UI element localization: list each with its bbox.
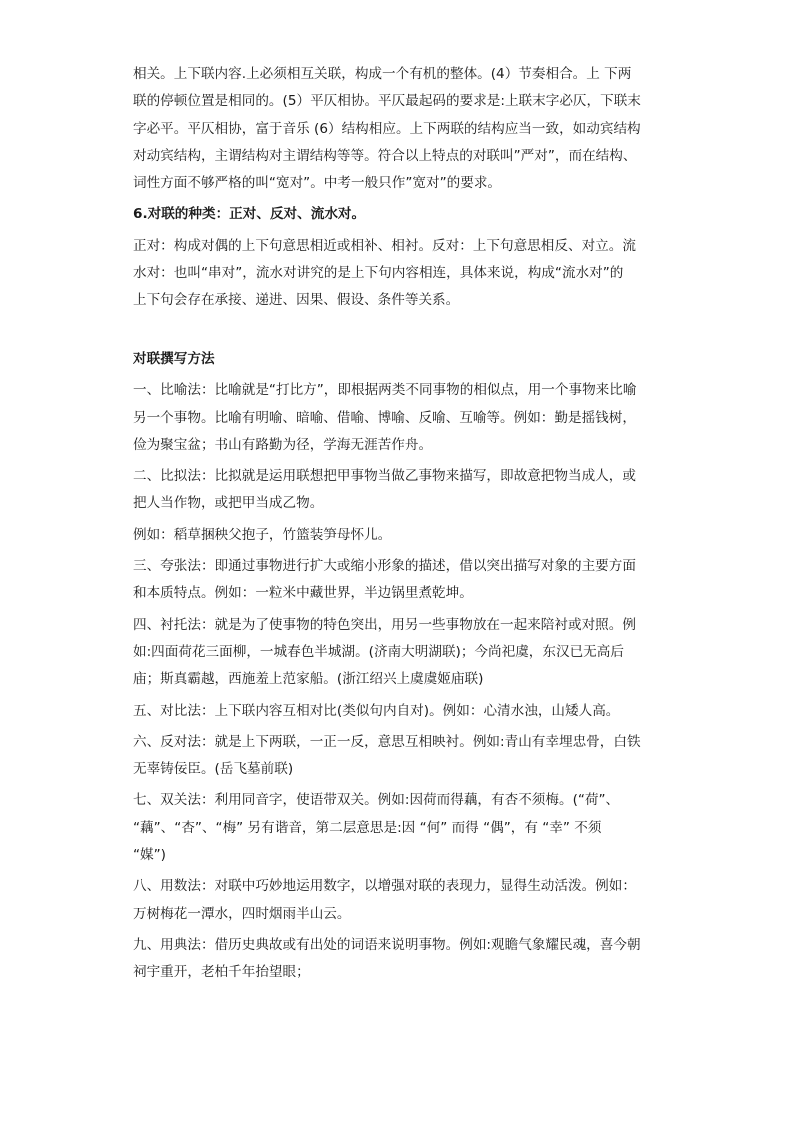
text-line: 九、用典法：借历史典故或有出处的词语来说明事物。例如:观瞻气象耀民魂，喜今朝 <box>133 936 641 953</box>
text-line: 七、双关法：利用同音字，使语带双关。例如:因荷而得藕，有杏不须梅。(“荷”、 <box>133 792 620 809</box>
text-line: 字必平。平仄相协，富于音乐 (6）结构相应。上下两联的结构应当一致，如动宾结构 <box>133 120 641 137</box>
text-line: 五、对比法：上下联内容互相对比(类似句内自对)。例如：心清水浊，山矮人高。 <box>133 702 620 719</box>
text-line: 水对：也叫“串对”，流水对讲究的是上下句内容相连，具体来说，构成“流水对”的 <box>133 265 624 282</box>
text-line: 相关。上下联内容.上必须相互关联，构成一个有机的整体。(4）节奏相合。上 下两 <box>133 66 632 82</box>
paragraph <box>133 553 663 608</box>
text-line: 对联撰写方法 <box>133 350 215 367</box>
text-line: 另一个事物。比喻有明喻、暗喻、借喻、博喻、反喻、互喻等。例如：勤是摇钱树， <box>133 409 636 426</box>
paragraph <box>133 729 663 784</box>
text-line: 词性方面不够严格的叫“宽对”。中考一般只作”宽对”的要求。 <box>133 175 502 192</box>
text-line: 俭为聚宝盆；书山有路勤为径，学海无涯苦作舟。 <box>133 436 433 453</box>
paragraph <box>133 932 663 987</box>
text-line: 如:四面荷花三面柳，一城春色半城湖。(济南大明湖联)；今尚祀虞，东汉已无高后 <box>133 643 624 660</box>
text-line: “藕”、“杏”、“梅” 另有谐音，第二层意思是:因 “何” 而得 “偶”，有 “幸” 不须 <box>133 819 602 836</box>
paragraph <box>133 522 663 549</box>
blank-line <box>133 319 663 346</box>
paragraph <box>133 233 663 315</box>
text-line: 六、反对法：就是上下两联，一正一反，意思互相映衬。例如:青山有幸埋忠骨，白铁 <box>133 733 641 750</box>
text-line: 上下句会存在承接、递进、因果、假设、条件等关系。 <box>133 292 460 309</box>
text-line: 无辜铸佞臣。(岳飞墓前联) <box>133 761 294 778</box>
text-line: 和本质特点。例如：一粒米中藏世界，半边锅里煮乾坤。 <box>133 585 473 602</box>
text-line: 三、夸张法：即通过事物进行扩大或缩小形象的描述，借以突出描写对象的主要方面 <box>133 558 636 575</box>
paragraph <box>133 61 663 197</box>
paragraph <box>133 463 663 518</box>
paragraph <box>133 873 663 928</box>
text-line: 庙；斯真霸越，西施羞上范家船。(浙江绍兴上虞虞姬庙联) <box>133 671 484 688</box>
paragraph <box>133 698 663 725</box>
text-line: 例如：稻草捆秧父抱子，竹篮装笋母怀儿。 <box>133 526 392 543</box>
text-line: 万树梅花一潭水，四时烟雨半山云。 <box>133 905 351 922</box>
text-line: 6.对联的种类：正对、反对、流水对。 <box>133 206 366 223</box>
text-line: 把人当作物，或把甲当成乙物。 <box>133 495 324 512</box>
document-page <box>133 61 663 991</box>
text-line: 联的停顿位置是相同的。(5）平仄相协。平仄最起码的要求是:上联末字必仄，下联末 <box>133 93 641 110</box>
section-heading <box>133 346 663 373</box>
text-line: 四、衬托法：就是为了使事物的特色突出，用另一些事物放在一起来陪衬或对照。例 <box>133 616 636 633</box>
paragraph <box>133 377 663 459</box>
text-line: 二、比拟法：比拟就是运用联想把甲事物当做乙事物来描写，即故意把物当成人，或 <box>133 468 636 485</box>
text-line: 对动宾结构，主谓结构对主谓结构等等。符合以上特点的对联叫”严对”，而在结构、 <box>133 147 637 164</box>
text-line: 八、用数法：对联中巧妙地运用数字，以增强对联的表现力，显得生动活泼。例如： <box>133 878 636 895</box>
paragraph <box>133 612 663 694</box>
text-line: 祠宇重开，老柏千年抬望眼； <box>133 964 310 981</box>
section-heading <box>133 201 663 228</box>
text-line: 一、比喻法：比喻就是“打比方”，即根据两类不同事物的相似点，用一个事物来比喻 <box>133 382 637 399</box>
text-line: “媒”) <box>133 847 166 864</box>
paragraph <box>133 787 663 869</box>
text-line: 正对：构成对偶的上下句意思相近或相补、相衬。反对：上下句意思相反、对立。流 <box>133 237 636 254</box>
